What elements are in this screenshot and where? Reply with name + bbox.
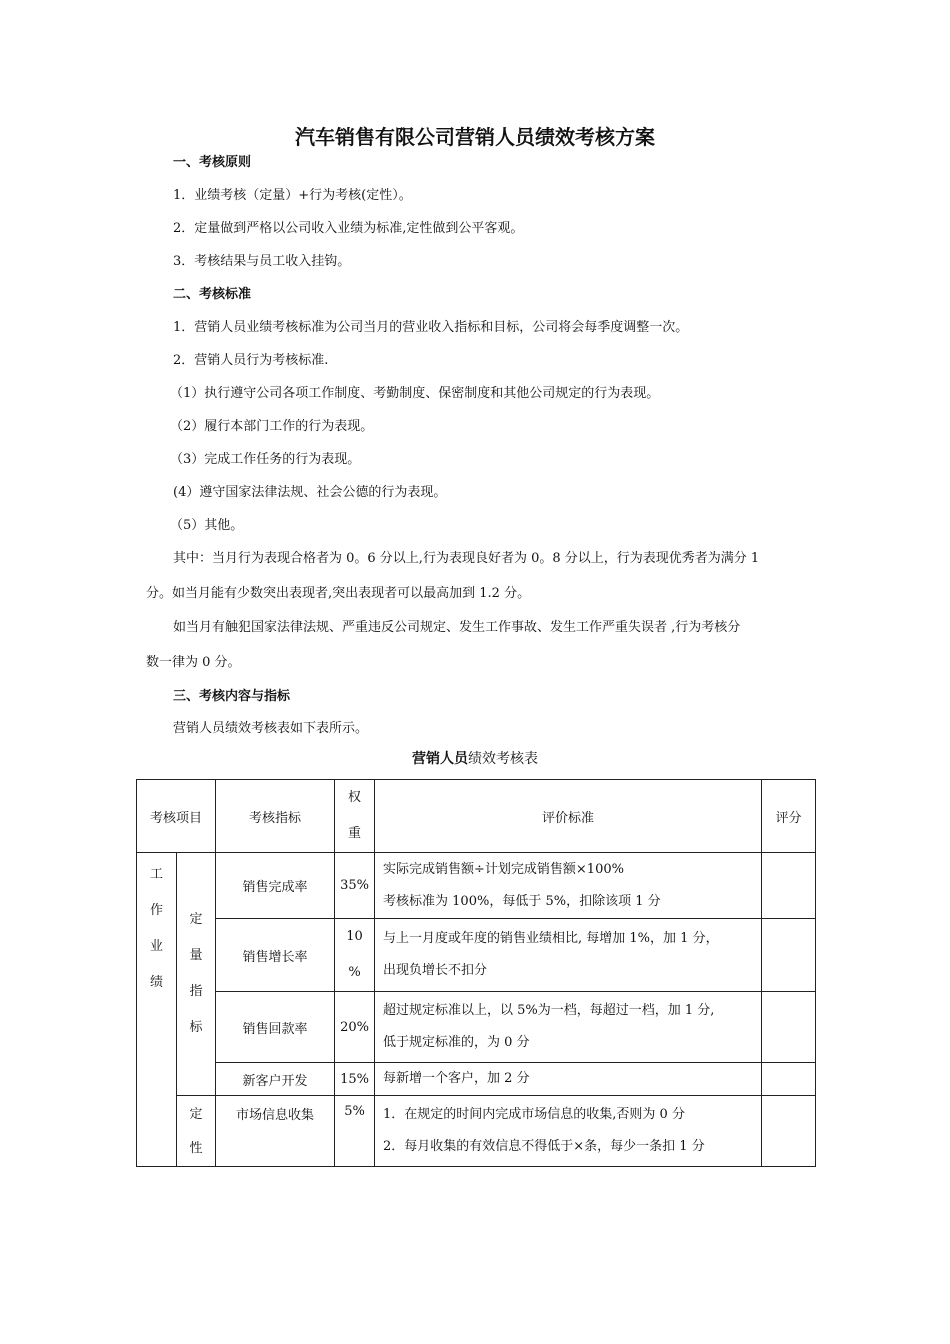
principle-item: 2．定量做到严格以公司收入业绩为标准,定性做到公平客观。 bbox=[173, 221, 524, 236]
weight-cell: 5% bbox=[335, 1096, 375, 1167]
table-intro: 营销人员绩效考核表如下表所示。 bbox=[173, 721, 369, 736]
kpi-table bbox=[136, 779, 816, 1167]
table-caption bbox=[0, 749, 950, 769]
header-weight-top: 权 bbox=[348, 790, 362, 805]
score-cell bbox=[762, 1063, 816, 1096]
table-row bbox=[137, 992, 816, 1063]
weight-cell: 15% bbox=[335, 1063, 375, 1096]
criteria-cell: 与上一月度或年度的销售业绩相比, 每增加 1%，加 1 分， 出现负增长不扣分 bbox=[375, 919, 762, 992]
header-indicator: 考核指标 bbox=[216, 780, 335, 853]
indicator-cell: 新客户开发 bbox=[216, 1063, 335, 1096]
weight-cell: 35% bbox=[335, 853, 375, 919]
table-caption-bold: 营销人员 bbox=[412, 751, 468, 767]
standard-item: 2．营销人员行为考核标准. bbox=[173, 353, 329, 368]
behavior-note-line: 其中：当月行为表现合格者为 0。6 分以上,行为表现良好者为 0。8 分以上，行为表现优秀者为满分 1 bbox=[173, 551, 760, 566]
table-header-row bbox=[137, 780, 816, 853]
score-cell bbox=[762, 992, 816, 1063]
indicator-cell: 销售完成率 bbox=[216, 853, 335, 919]
standard-subitem: （5）其他。 bbox=[170, 518, 244, 533]
header-weight-bottom: 重 bbox=[348, 826, 362, 841]
standard-subitem: （2）履行本部门工作的行为表现。 bbox=[170, 419, 374, 434]
standard-item: 1．营销人员业绩考核标准为公司当月的营业收入指标和目标，公司将会每季度调整一次。 bbox=[173, 320, 689, 335]
table-caption-rest: 绩效考核表 bbox=[468, 751, 538, 767]
indicator-cell: 销售回款率 bbox=[216, 992, 335, 1063]
principle-item: 1．业绩考核（定量）+行为考核(定性）。 bbox=[173, 188, 412, 203]
violation-note-line: 数一律为 0 分。 bbox=[146, 655, 241, 670]
principle-item: 3．考核结果与员工收入挂钩。 bbox=[173, 254, 351, 269]
behavior-note-line: 分。如当月能有少数突出表现者,突出表现者可以最高加到 1.2 分。 bbox=[146, 586, 531, 601]
indicator-cell: 销售增长率 bbox=[216, 919, 335, 992]
section-3-heading: 三、考核内容与指标 bbox=[173, 689, 291, 704]
table-row bbox=[137, 1096, 816, 1167]
table-row bbox=[137, 919, 816, 992]
criteria-cell: 每新增一个客户，加 2 分 bbox=[375, 1063, 762, 1096]
score-cell bbox=[762, 919, 816, 992]
criteria-cell: 超过规定标准以上，以 5%为一档，每超过一档，加 1 分, 低于规定标准的，为 0 分 bbox=[375, 992, 762, 1063]
criteria-cell: 实际完成销售额÷计划完成销售额×100% 考核标准为 100%，每低于 5%，扣除该项 1 分 bbox=[375, 853, 762, 919]
group-work-performance: 工 作 业 绩 bbox=[137, 853, 177, 1167]
violation-note-line: 如当月有触犯国家法律法规、严重违反公司规定、发生工作事故、发生工作严重失误者 ,行为考核分 bbox=[173, 620, 741, 635]
table-row bbox=[137, 853, 816, 919]
standard-subitem: (4）遵守国家法律法规、社会公德的行为表现。 bbox=[173, 485, 447, 500]
header-criteria: 评价标准 bbox=[375, 780, 762, 853]
subgroup-qualitative: 定 性 bbox=[177, 1096, 216, 1167]
document-title: 汽车销售有限公司营销人员绩效考核方案 bbox=[295, 125, 655, 149]
section-2-heading: 二、考核标准 bbox=[173, 287, 252, 302]
section-1-heading: 一、考核原则 bbox=[173, 155, 252, 170]
header-item: 考核项目 bbox=[137, 780, 216, 853]
table-row bbox=[137, 1063, 816, 1096]
score-cell bbox=[762, 1096, 816, 1167]
indicator-cell: 市场信息收集 bbox=[216, 1096, 335, 1167]
weight-cell: 10 % bbox=[335, 919, 375, 992]
weight-cell: 20% bbox=[335, 992, 375, 1063]
score-cell bbox=[762, 853, 816, 919]
standard-subitem: （1）执行遵守公司各项工作制度、考勤制度、保密制度和其他公司规定的行为表现。 bbox=[170, 386, 660, 401]
standard-subitem: （3）完成工作任务的行为表现。 bbox=[170, 452, 361, 467]
header-score: 评分 bbox=[762, 780, 816, 853]
subgroup-quantitative: 定 量 指 标 bbox=[177, 853, 216, 1096]
header-weight bbox=[335, 780, 375, 853]
criteria-cell: 1．在规定的时间内完成市场信息的收集,否则为 0 分 2．每月收集的有效信息不得低于×条，每少一条扣 1 分 bbox=[375, 1096, 762, 1167]
